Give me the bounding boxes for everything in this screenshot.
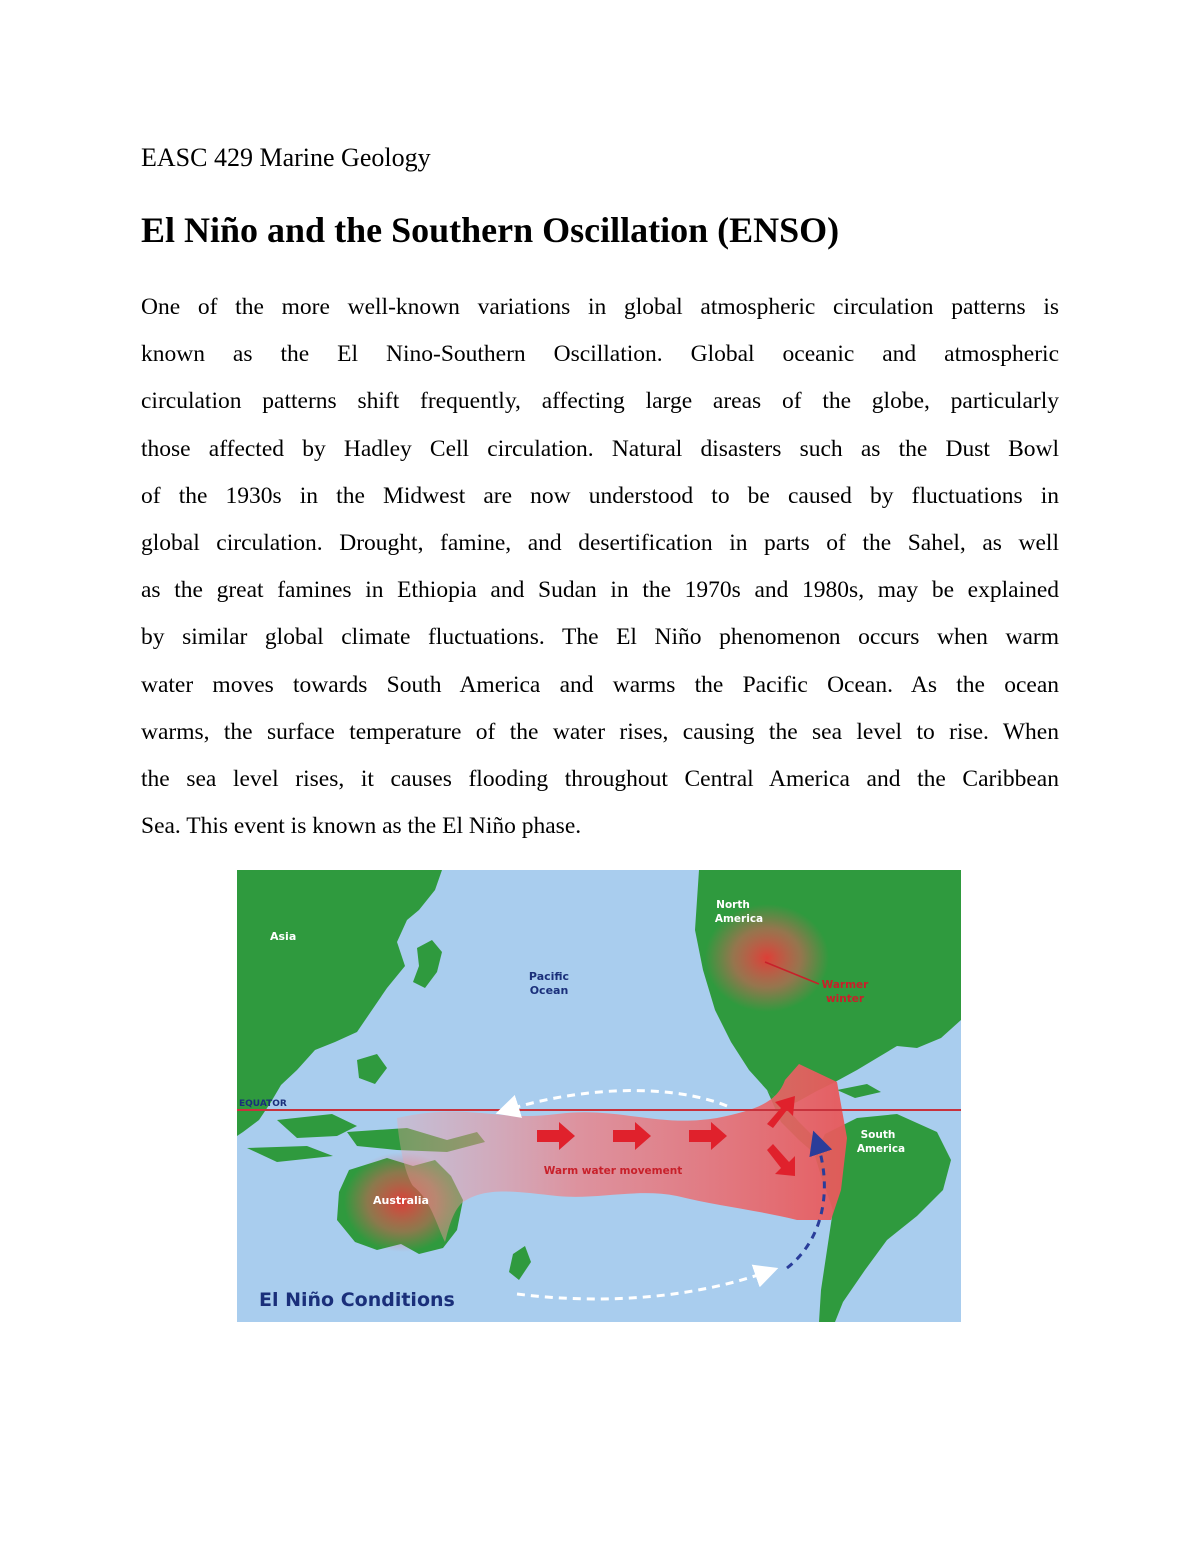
south-america-label-line1: South bbox=[860, 1129, 896, 1141]
figure-caption: El Niño Conditions bbox=[259, 1289, 455, 1311]
page-title: El Niño and the Southern Oscillation (ENSO) bbox=[141, 210, 840, 250]
paragraph-line: of the 1930s in the Midwest are now understood to be caused by fluctuations in bbox=[141, 482, 1059, 509]
pacific-ocean-label-line2: Ocean bbox=[529, 984, 569, 997]
paragraph-line: warms, the surface temperature of the water rises, causing the sea level to rise. When bbox=[141, 718, 1059, 745]
el-nino-map bbox=[237, 870, 961, 1322]
paragraph-line: as the great famines in Ethiopia and Sudan in the 1970s and 1980s, may be explained bbox=[141, 577, 1059, 604]
paragraph-line: Sea. This event is known as the El Niño phase. bbox=[141, 813, 582, 840]
body-paragraph bbox=[141, 284, 1059, 850]
south-america-label-line2: America bbox=[856, 1143, 906, 1155]
paragraph-line: those affected by Hadley Cell circulation. Natural disasters such as the Dust Bowl bbox=[141, 435, 1059, 462]
warmer-winter-label-line1: Warmer bbox=[821, 979, 869, 991]
warm-water-movement-label: Warm water movement bbox=[543, 1165, 683, 1177]
paragraph-line: the sea level rises, it causes flooding throughout Central America and the Caribbean bbox=[141, 765, 1059, 792]
paragraph-line: by similar global climate fluctuations. The El Niño phenomenon occurs when warm bbox=[141, 624, 1059, 651]
equator-label: EQUATOR bbox=[239, 1099, 287, 1109]
paragraph-line: circulation patterns shift frequently, affecting large areas of the globe, particularly bbox=[141, 388, 1059, 415]
warmer-winter-label-line2: winter bbox=[825, 993, 865, 1005]
paragraph-line: water moves towards South America and warms the Pacific Ocean. As the ocean bbox=[141, 671, 1059, 698]
australia-label: Australia bbox=[373, 1194, 429, 1207]
asia-label: Asia bbox=[270, 930, 297, 943]
paragraph-line: known as the El Nino-Southern Oscillation. Global oceanic and atmospheric bbox=[141, 341, 1059, 368]
el-nino-map-figure bbox=[237, 870, 961, 1322]
north-america-label-line2: America bbox=[714, 913, 764, 925]
course-code: EASC 429 Marine Geology bbox=[141, 143, 431, 172]
north-america-label-line1: North bbox=[716, 899, 750, 911]
paragraph-line: One of the more well-known variations in global atmospheric circulation patterns is bbox=[141, 294, 1059, 320]
paragraph-line: global circulation. Drought, famine, and desertification in parts of the Sahel, as well bbox=[141, 529, 1059, 556]
pacific-ocean-label-line1: Pacific bbox=[528, 970, 570, 983]
